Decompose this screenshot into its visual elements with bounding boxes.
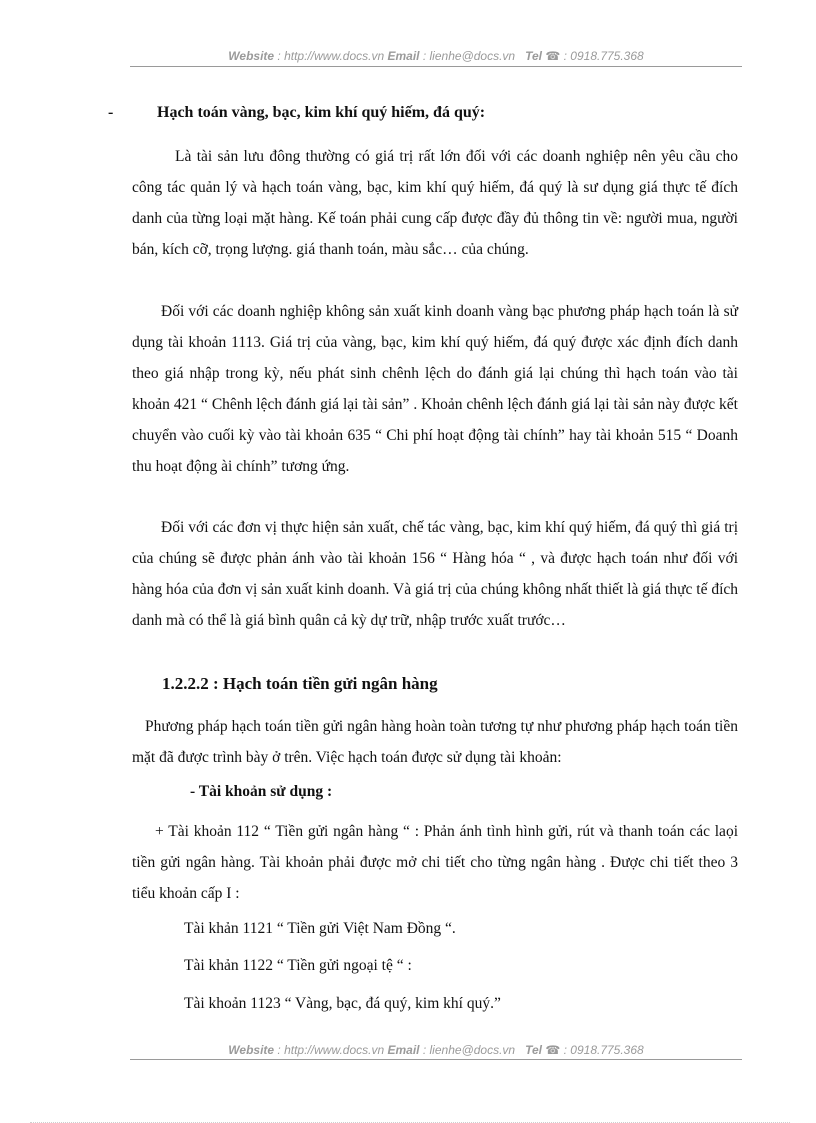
- footer-tel-label: Tel: [525, 1043, 542, 1057]
- header-tel-label: Tel: [525, 49, 542, 63]
- footer-website-label: Website: [228, 1043, 275, 1057]
- header-tel-value: ☎ : 0918.775.368: [545, 49, 644, 63]
- header-rule: [130, 66, 742, 67]
- paragraph-1: Là tài sản lưu đông thường có giá trị rất lớn đối với các doanh nghiệp nên yêu cầu cho công tác quản lý và hạch toán vàng, bạc, kim khí quý hiếm, đá quý là sư dụng giá thực tế đích danh của từng loại mặt hàng. Kế toán phải cung cấp được đầy đủ thông tin về: người mua, người bán, kích cỡ, trọng lượng. giá thanh toán, màu sắc… của chúng.: [132, 148, 738, 258]
- paragraph-4: Phương pháp hạch toán tiền gửi ngân hàng hoàn toàn tương tự như phương pháp hạch toán tiền mặt đã được trình bày ở trên. Việc hạch toán được sử dụng tài khoản:: [132, 718, 738, 766]
- paragraph-3: Đối với các đơn vị thực hiện sản xuất, chế tác vàng, bạc, kim khí quý hiếm, đá quý thì giá trị của chúng sẽ được phản ánh vào tài khoản 156 “ Hàng hóa “ , và được hạch toán như đối với hàng hóa của đơn vị sản xuất kinh doanh. Và giá trị của chúng không nhất thiết là giá thực tế đích danh mà có thể là giá bình quân cả kỳ dự trữ, nhập trước xuất trước…: [132, 519, 739, 629]
- footer-email-label: Email: [387, 1043, 420, 1057]
- section-heading: Hạch toán vàng, bạc, kim khí quý hiếm, đá quý:: [157, 104, 486, 121]
- header-website-value: : http://www.docs.vn: [277, 49, 385, 63]
- header-email-label: Email: [387, 49, 420, 63]
- page-footer: [130, 1043, 742, 1057]
- header-website-label: Website: [228, 49, 275, 63]
- header-email-value: : lienhe@docs.vn: [422, 49, 516, 63]
- footer-tel-value: ☎ : 0918.775.368: [545, 1043, 644, 1057]
- subsection-heading: 1.2.2.2 : Hạch toán tiền gửi ngân hàng: [162, 674, 438, 693]
- paragraph-2: Đối với các doanh nghiệp không sản xuất kinh doanh vàng bạc phương pháp hạch toán là sử dụng tài khoản 1113. Giá trị của vàng, bạc, kim khí quý hiếm, đá quý được xác định đích danh theo giá nhập trong kỳ, nếu phát sinh chênh lệch do đánh giá lại chúng thì hạch toán vào tài khoản 421 “ Chênh lệch đánh giá lại tài sản” . Khoản chênh lệch đánh giá lại tài sản này được kết chuyển vào cuối kỳ vào tài khoản 635 “ Chi phí hoạt động tài chính” hay tài khoản 515 “ Doanh thu hoạt động ài chính” tương ứng.: [132, 303, 738, 475]
- paragraph-5: + Tài khoản 112 “ Tiền gửi ngân hàng “ : Phản ánh tình hình gửi, rút và thanh toán các laọi tiền gửi ngân hàng. Tài khoản phải được mở chi tiết cho từng ngân hàng . Được chi tiết theo 3 tiểu khoản cấp I :: [132, 823, 738, 902]
- account-line-1123: Tài khoản 1123 “ Vàng, bạc, đá quý, kim khí quý.”: [184, 995, 501, 1012]
- footer-website-value: : http://www.docs.vn: [277, 1043, 385, 1057]
- account-line-1122: Tài khản 1122 “ Tiền gửi ngoại tệ “ :: [184, 957, 412, 974]
- footer-email-value: : lienhe@docs.vn: [422, 1043, 516, 1057]
- page-header: [130, 49, 742, 63]
- account-line-1121: Tài khản 1121 “ Tiền gửi Việt Nam Đồng “.: [184, 920, 456, 937]
- accounts-used-heading: - Tài khoản sử dụng :: [190, 783, 333, 800]
- bullet-dash: -: [108, 104, 114, 121]
- footer-rule: [130, 1059, 742, 1060]
